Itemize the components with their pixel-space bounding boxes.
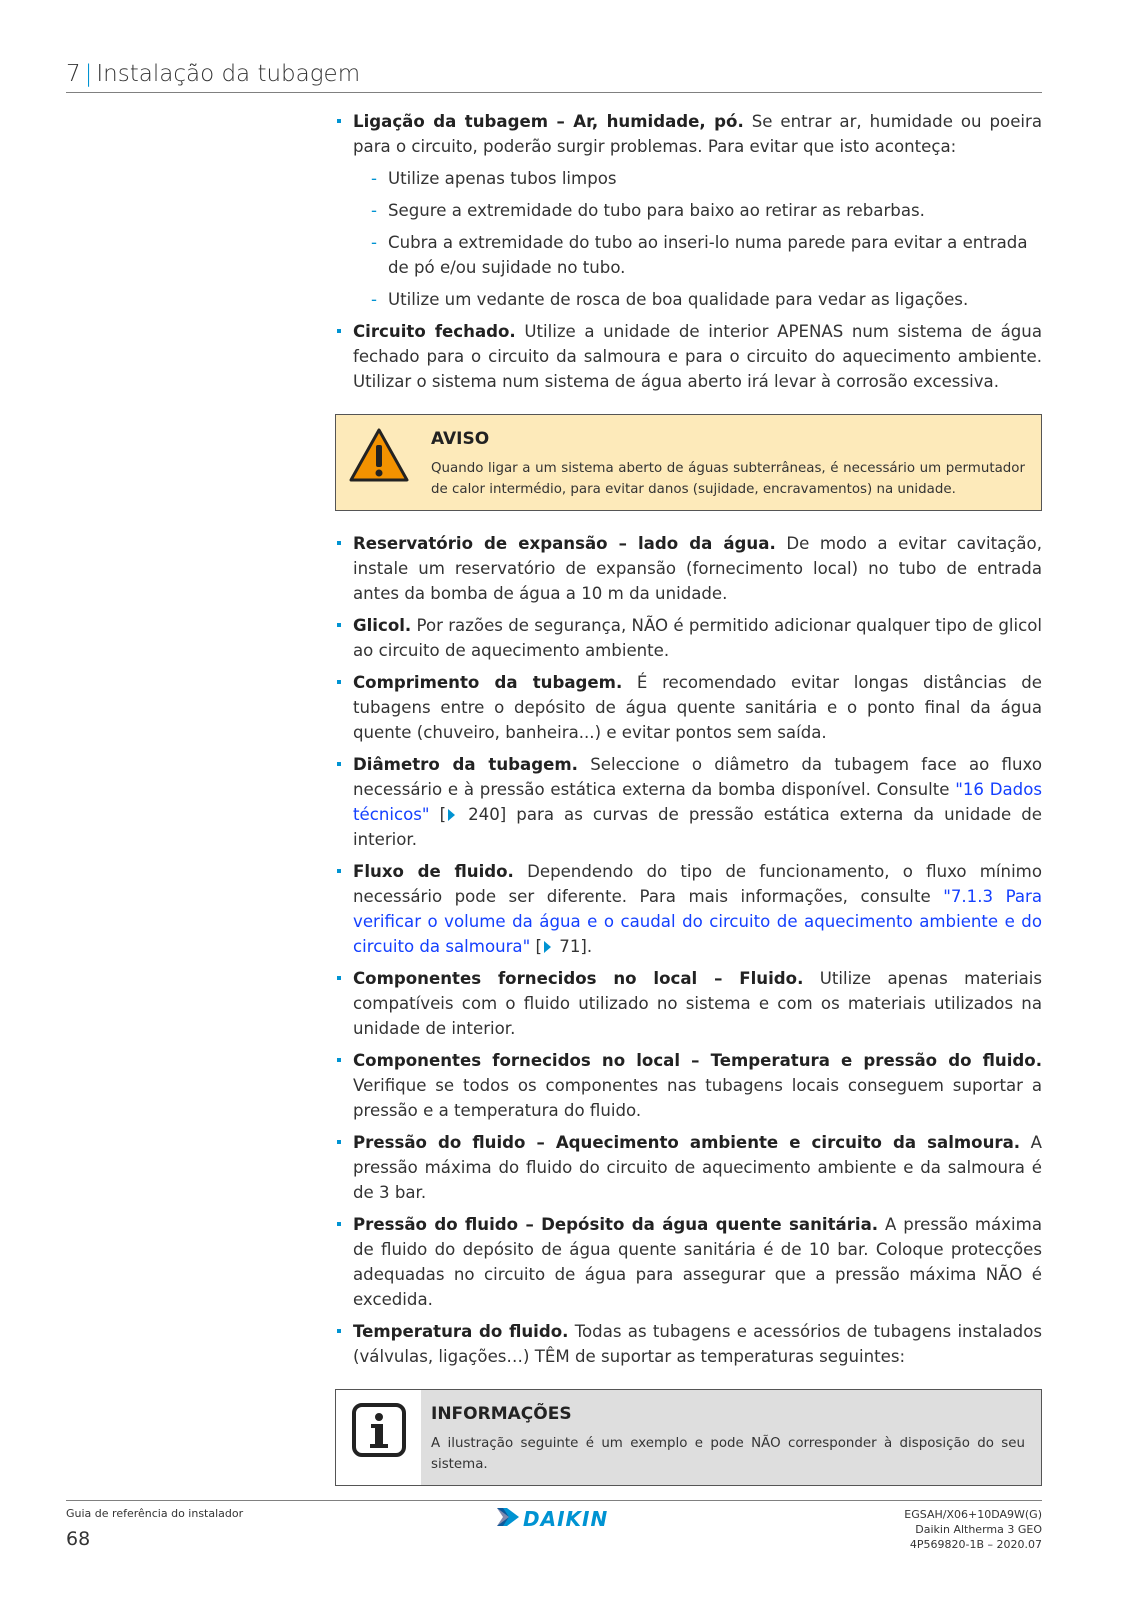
item-title: Componentes fornecidos no local – Fluido. <box>353 969 804 988</box>
sub-item-text: Utilize um vedante de rosca de boa qualidade para vedar as ligações. <box>388 290 969 309</box>
item-title: Reservatório de expansão – lado da água. <box>353 534 776 553</box>
chapter-title: Instalação da tubagem <box>96 61 361 87</box>
item-title: Glicol. <box>353 616 412 635</box>
info-text: A ilustração seguinte é um exemplo e pode NÃO corresponder à disposição do seu sistema. <box>431 1436 1025 1472</box>
ref-bracket: [ <box>530 937 542 956</box>
footer-doc-info <box>904 1507 1042 1552</box>
item-title: Componentes fornecidos no local – Temperatura e pressão do fluido. <box>353 1051 1042 1070</box>
item-title: Pressão do fluido – Depósito da água quente sanitária. <box>353 1215 879 1234</box>
item-text: Utilize a unidade de interior APENAS num sistema de água fechado para o circuito da salmoura e para o circuito do aquecimento ambiente. Utilizar o sistema num sistema de água aberto irá levar à corrosão excessiva. <box>353 322 1042 391</box>
item-text: Utilize apenas materiais compatíveis com o fluido utilizado no sistema e com os materiais utilizados na unidade de interior. <box>353 969 1042 1038</box>
item-text: . <box>586 937 593 956</box>
warning-triangle-icon <box>348 427 410 510</box>
ref-page: 240] <box>458 805 507 824</box>
item-title: Circuito fechado. <box>353 322 516 341</box>
daikin-logo <box>495 1506 608 1532</box>
sub-item: - Segure a extremidade do tubo para baixo ao retirar as rebarbas. <box>371 201 925 220</box>
list-item-glicol <box>335 613 1042 663</box>
page-header <box>66 56 1042 93</box>
info-icon <box>351 1402 407 1485</box>
list-item-pressao-aquecimento <box>335 1130 1042 1205</box>
sub-item-text: Segure a extremidade do tubo para baixo ao retirar as rebarbas. <box>388 201 925 220</box>
info-box <box>335 1389 1042 1486</box>
triangle-ref-icon[interactable] <box>448 809 455 821</box>
list-item-pressao-deposito <box>335 1212 1042 1312</box>
warning-box <box>335 414 1042 511</box>
item-title: Fluxo de fluido. <box>353 862 514 881</box>
item-text: Dependendo do tipo de funcionamento, o fluxo mínimo necessário pode ser diferente. Para mais informações, consulte <box>353 862 1042 906</box>
info-title: INFORMAÇÕES <box>431 1404 572 1424</box>
list-item-temperatura <box>335 1319 1042 1369</box>
list-item-circuito <box>335 319 1042 394</box>
footer-model: EGSAH/X06+10DA9W(G) <box>904 1508 1042 1521</box>
item-title: Pressão do fluido – Aquecimento ambiente e circuito da salmoura. <box>353 1133 1021 1152</box>
list-item-fluxo <box>335 859 1042 959</box>
sub-item: - Utilize um vedante de rosca de boa qualidade para vedar as ligações. <box>371 290 969 309</box>
item-text: A pressão máxima de fluido do depósito de água quente sanitária é de 10 bar. Coloque protecções adequadas no circuito de água para assegurar que a pressão máxima NÃO é excedida. <box>353 1215 1042 1309</box>
page-number: 68 <box>66 1528 91 1550</box>
cross-reference-link[interactable]: "7.1.3 Para verificar o volume da água e o caudal do circuito de aquecimento ambiente e do circuito da salmoura" <box>353 887 1042 956</box>
item-text: Se entrar ar, humidade ou poeira para o circuito, poderão surgir problemas. Para evitar que isto aconteça: <box>353 112 1043 156</box>
item-text: Verifique se todos os componentes nas tubagens locais conseguem suportar a pressão e a temperatura do fluido. <box>353 1076 1042 1120</box>
sub-item: - Utilize apenas tubos limpos <box>371 169 617 188</box>
item-text: Todas as tubagens e acessórios de tubagens instalados (válvulas, ligações…) TÊM de suportar as temperaturas seguintes: <box>353 1322 1042 1366</box>
footer-guide-title: Guia de referência do instalador <box>66 1507 244 1520</box>
item-text: A pressão máxima do fluido do circuito de aquecimento ambiente e da salmoura é de 3 bar. <box>353 1133 1042 1202</box>
item-text: É recomendado evitar longas distâncias de tubagens entre o depósito de água quente sanitária e o ponto final da água quente (chuveiro, banheira...) e evitar pontos sem saída. <box>353 673 1042 742</box>
daikin-logo-text: DAIKIN <box>523 1507 609 1531</box>
footer-product: Daikin Altherma 3 GEO <box>915 1523 1042 1536</box>
item-title: Ligação da tubagem – Ar, humidade, pó. <box>353 112 744 131</box>
item-title: Temperatura do fluido. <box>353 1322 569 1341</box>
item-text: De modo a evitar cavitação, instale um reservatório de expansão (fornecimento local) no tubo de entrada antes da bomba de água a 10 m da unidade. <box>353 534 1042 603</box>
item-text: Seleccione o diâmetro da tubagem face ao fluxo necessário e à pressão estática externa da bomba disponível. Consulte <box>353 755 1042 799</box>
footer-doc-number: 4P569820-1B – 2020.07 <box>909 1538 1042 1551</box>
cross-reference-link[interactable]: "16 Dados técnicos" <box>353 780 1042 824</box>
chapter-number: 7 <box>66 61 81 87</box>
item-text: para as curvas de pressão estática externa da unidade de interior. <box>353 805 1043 849</box>
item-text: Por razões de segurança, NÃO é permitido adicionar qualquer tipo de glicol ao circuito de aquecimento ambiente. <box>353 616 1042 660</box>
footer-divider <box>66 1500 1042 1501</box>
list-item-comprimento <box>335 670 1042 745</box>
item-title: Comprimento da tubagem. <box>353 673 623 692</box>
warning-text: Quando ligar a um sistema aberto de águas subterrâneas, é necessário um permutador de calor intermédio, para evitar danos (sujidade, encravamentos) na unidade. <box>431 461 1025 497</box>
main-content <box>335 109 1042 1506</box>
warning-title: AVISO <box>431 429 490 449</box>
list-item-ligacao <box>335 109 1042 312</box>
list-item-componentes-temperatura <box>335 1048 1042 1123</box>
list-item-diametro <box>335 752 1042 852</box>
ref-page: 71] <box>553 937 587 956</box>
list-item-reservatorio <box>335 531 1042 606</box>
triangle-ref-icon[interactable] <box>544 941 551 953</box>
daikin-logo-icon <box>495 1506 521 1532</box>
list-item-componentes-fluido <box>335 966 1042 1041</box>
header-separator: | <box>84 61 93 87</box>
item-title: Diâmetro da tubagem. <box>353 755 578 774</box>
sub-item-text: Cubra a extremidade do tubo ao inseri-lo numa parede para evitar a entrada de pó e/ou sujidade no tubo. <box>388 233 1028 277</box>
sub-item-text: Utilize apenas tubos limpos <box>388 169 617 188</box>
ref-bracket: [ <box>429 805 447 824</box>
sub-item: - Cubra a extremidade do tubo ao inseri-lo numa parede para evitar a entrada de pó e/ou sujidade no tubo. <box>371 233 1028 277</box>
